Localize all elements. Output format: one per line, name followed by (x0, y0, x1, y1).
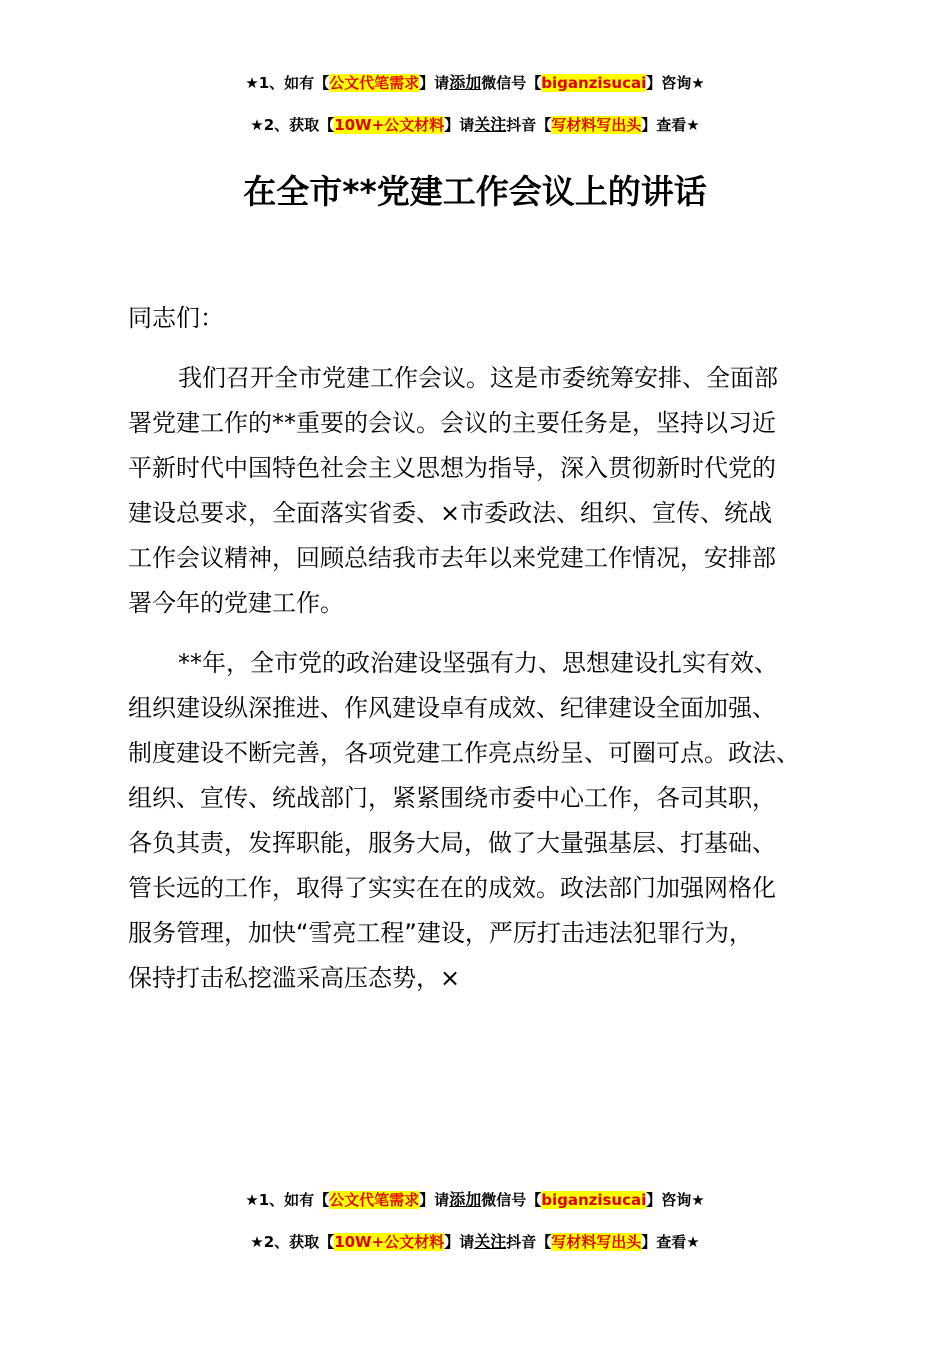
ad-highlight: 公文代笔需求 (329, 1191, 420, 1209)
document-title: 在全市**党建工作会议上的讲话 (243, 172, 707, 211)
paragraph-line: 我们召开全市党建工作会议。这是市委统筹安排、全面部 (178, 364, 778, 392)
paragraph-line: 署党建工作的**重要的会议。会议的主要任务是，坚持以习近 (128, 409, 776, 437)
ad-text: 】请 (419, 74, 450, 92)
paragraph-line: 建设总要求，全面落实省委、×市委政法、组织、宣传、统战 (128, 499, 773, 527)
header-ad-line-1 (0, 70, 950, 93)
ad-text: 微信号【 (481, 74, 542, 92)
ad-text: 】请 (444, 116, 475, 134)
ad-text: ★2、获取【 (250, 116, 335, 134)
paragraph-line: 制度建设不断完善，各项党建工作亮点纷呈、可圈可点。政法、 (128, 739, 800, 767)
ad-douyin-id: 写材料写出头 (551, 1233, 642, 1251)
ad-underline: 添加 (449, 73, 482, 92)
paragraph-line: 保持打击私挖滥采高压态势，× (128, 964, 461, 992)
salutation: 同志们： (128, 304, 224, 332)
ad-douyin-id: 写材料写出头 (551, 116, 642, 134)
ad-text: 】咨询★ (646, 74, 705, 92)
ad-text: 】请 (419, 1191, 450, 1209)
ad-highlight: 公文代笔需求 (329, 74, 420, 92)
ad-text: 抖音【 (506, 116, 552, 134)
paragraph-1 (128, 356, 848, 626)
paragraph-2 (128, 641, 848, 1001)
ad-text: 】查看★ (641, 1233, 700, 1251)
ad-underline: 关注 (474, 115, 507, 134)
paragraph-line: 各负其责，发挥职能，服务大局，做了大量强基层、打基础、 (128, 829, 776, 857)
ad-underline: 关注 (474, 1232, 507, 1251)
paragraph-line: 组织、宣传、统战部门，紧紧围绕市委中心工作，各司其职， (128, 784, 776, 812)
paragraph-line: 署今年的党建工作。 (128, 589, 344, 617)
ad-text: ★1、如有【 (245, 1191, 330, 1209)
ad-text: 】请 (444, 1233, 475, 1251)
paragraph-line: 工作会议精神，回顾总结我市去年以来党建工作情况，安排部 (128, 544, 776, 572)
paragraph-line: **年，全市党的政治建设坚强有力、思想建设扎实有效、 (178, 649, 778, 677)
ad-text: 】查看★ (641, 116, 700, 134)
ad-highlight: 10W+公文材料 (334, 116, 445, 134)
footer-ad-line-2 (0, 1229, 950, 1252)
ad-text: ★1、如有【 (245, 74, 330, 92)
footer-ad-line-1 (0, 1187, 950, 1210)
paragraph-line: 服务管理，加快“雪亮工程”建设，严厉打击违法犯罪行为， (128, 919, 753, 947)
ad-wechat-id: biganzisucai (541, 74, 647, 92)
ad-highlight: 10W+公文材料 (334, 1233, 445, 1251)
paragraph-line: 管长远的工作，取得了实实在在的成效。政法部门加强网格化 (128, 874, 776, 902)
header-ad-line-2 (0, 112, 950, 135)
ad-text: ★2、获取【 (250, 1233, 335, 1251)
paragraph-line: 组织建设纵深推进、作风建设卓有成效、纪律建设全面加强、 (128, 694, 776, 722)
ad-wechat-id: biganzisucai (541, 1191, 647, 1209)
ad-text: 抖音【 (506, 1233, 552, 1251)
paragraph-line: 平新时代中国特色社会主义思想为指导，深入贯彻新时代党的 (128, 454, 776, 482)
ad-text: 微信号【 (481, 1191, 542, 1209)
ad-underline: 添加 (449, 1190, 482, 1209)
ad-text: 】咨询★ (646, 1191, 705, 1209)
